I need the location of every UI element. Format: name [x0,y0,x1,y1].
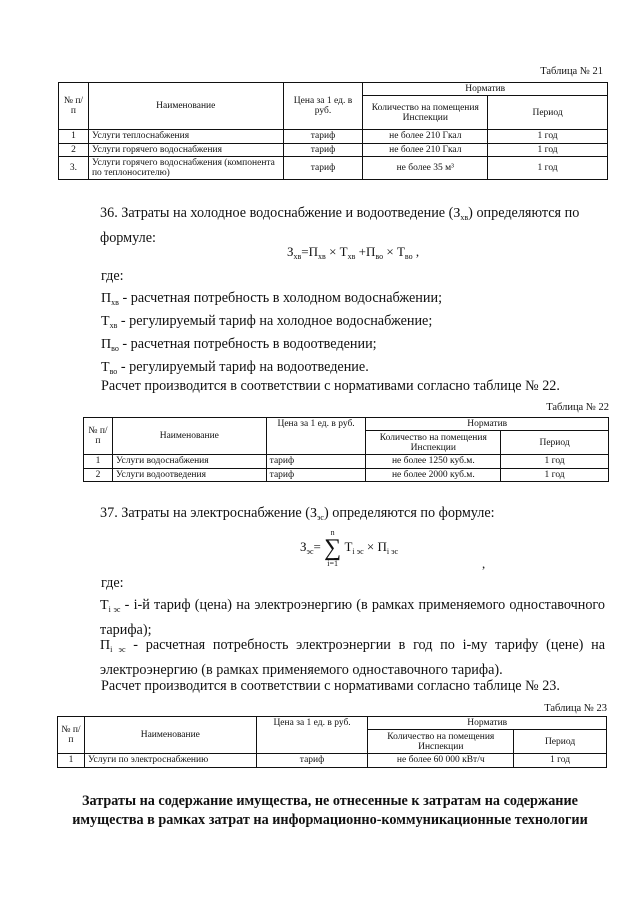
sum-lower-limit: i=1 [327,559,339,568]
formula-term: З [287,244,294,259]
formula-operator: = [313,538,321,554]
cell-qty: не более 210 Гкал [363,143,488,156]
header-price: Цена за 1 ед. в руб. [266,418,366,455]
formula-36 [287,244,419,261]
cell-price: тариф [256,754,368,767]
table-row [59,143,608,156]
where-label: где: [101,268,124,284]
cell-period: 1 год [514,754,607,767]
table-row [58,754,607,767]
intro-text: ) определяются по формуле: [323,505,495,521]
formula-tail: , [482,556,486,571]
header-num: № п/п [58,717,85,754]
symbol: З [453,206,461,221]
definition-line [101,334,377,359]
cell-period: 1 год [501,468,609,481]
definition-text: - i-й тариф (цена) на электроэнергию (в рамках применяемого одноставочного тарифа); [100,597,605,638]
symbol-subscript: во [111,344,119,353]
formula-term: П [308,244,319,259]
table-21 [58,82,608,180]
symbol-subscript: i эс [108,605,121,614]
cell-name: Услуги водоотведения [112,468,266,481]
formula-operator: × [366,538,375,554]
cell-period: 1 год [488,130,608,143]
symbol-subscript: эс [317,513,324,522]
cell-qty: не более 35 м³ [363,156,488,180]
table-22 [83,417,609,482]
symbol: Т [101,360,110,375]
cell-period: 1 год [488,156,608,180]
table-row [59,130,608,143]
symbol-subscript: хв [109,321,118,330]
symbol-subscript: хв [111,298,119,307]
section-heading: Затраты на содержание имущества, не отнесенные к затратам на содержание имущества в рамках затрат на информационно-коммуникационные технологии [72,793,588,828]
where-label: где: [101,575,124,591]
paragraph-36 [100,203,605,248]
formula-subscript: i эс [386,546,399,556]
cell-num: 3. [59,156,89,180]
cell-price: тариф [283,130,363,143]
header-period: Период [501,431,609,455]
definition-line [101,288,442,313]
header-qty: Количество на помещения Инспекции [363,96,488,130]
header-name: Наименование [88,83,283,130]
header-qty: Количество на помещения Инспекции [368,730,514,754]
cell-name: Услуги водоснабжения [112,455,266,468]
cell-num: 2 [84,468,113,481]
formula-term: П [377,538,387,554]
definition-paragraph [100,595,605,640]
header-qty: Количество на помещения Инспекции [366,431,501,455]
table-row [84,468,609,481]
table-caption: Таблица № 22 [546,402,609,413]
header-norm: Норматив [366,418,609,431]
formula-subscript: хв [318,252,326,261]
definition-text: - расчетная потребность в водоотведении; [118,336,377,352]
cell-price: тариф [283,156,363,180]
cell-price: тариф [266,468,366,481]
formula-subscript: во [404,252,413,261]
symbol: Т [101,314,110,329]
formula-term: П [365,244,376,259]
symbol: П [101,291,112,306]
symbol: З [309,506,317,521]
sum-sign [324,528,341,568]
header-norm: Норматив [363,83,608,96]
symbol-subscript: во [109,367,118,376]
header-name: Наименование [112,418,266,455]
formula-operator: = [301,244,309,259]
definition-line [101,311,432,336]
header-norm: Норматив [368,717,607,730]
cell-num: 1 [58,754,85,767]
formula-subscript: i эс [352,546,364,556]
cell-name: Услуги по электроснабжению [84,754,256,767]
cell-qty: не более 1250 куб.м. [366,455,501,468]
cell-qty: не более 60 000 кВт/ч [368,754,514,767]
cell-name: Услуги теплоснабжения [88,130,283,143]
definition-paragraph [100,635,605,680]
formula-37 [300,528,398,568]
cell-price: тариф [266,455,366,468]
formula-subscript: хв [293,252,302,261]
calc-note: Расчет производится в соответствии с нормативами согласно таблице № 23. [101,678,560,694]
header-num: № п/п [59,83,89,130]
formula-punctuation: , [415,244,420,259]
cell-period: 1 год [501,455,609,468]
cell-period: 1 год [488,143,608,156]
cell-price: тариф [283,143,363,156]
cell-qty: не более 2000 куб.м. [366,468,501,481]
table-row [84,455,609,468]
formula-subscript: во [375,252,384,261]
symbol: П [100,638,111,653]
formula-term: З [300,538,307,554]
formula-subscript: хв [347,252,356,261]
cell-name: Услуги горячего водоснабжения (компонента по теплоносителю) [88,156,283,180]
formula-term: Т [344,538,353,554]
intro-text: 37. Затраты на электроснабжение ( [100,505,310,521]
header-period: Период [488,96,608,130]
symbol: Т [100,598,109,613]
sum-upper-limit: n [330,528,335,537]
cell-qty: не более 210 Гкал [363,130,488,143]
definition-text: - расчетная потребность в холодном водоснабжении; [118,290,443,306]
formula-operator: + [358,244,366,259]
sigma-symbol: ∑ [324,535,342,561]
definition-text: - регулируемый тариф на холодное водоснабжение; [117,313,433,329]
paragraph-37 [100,503,605,528]
symbol-subscript: хв [460,213,469,222]
calc-note: Расчет производится в соответствии с нормативами согласно таблице № 22. [101,378,560,394]
header-price: Цена за 1 ед. в руб. [283,83,363,130]
table-row [59,156,608,180]
header-num: № п/п [84,418,113,455]
cell-num: 2 [59,143,89,156]
symbol-subscript: i эс [110,645,126,654]
table-caption: Таблица № 21 [540,66,603,77]
formula-term: Т [396,244,405,259]
definition-text: - регулируемый тариф на водоотведение. [117,359,369,375]
intro-text: ) определяются по формуле: [100,205,580,246]
header-period: Период [514,730,607,754]
header-price: Цена за 1 ед. в руб. [256,717,368,754]
intro-text: 36. Затраты на холодное водоснабжение и водоотведение ( [100,205,454,221]
formula-operator: × [386,244,394,259]
header-name: Наименование [84,717,256,754]
table-caption: Таблица № 23 [544,703,607,714]
cell-num: 1 [59,130,89,143]
formula-term: Т [339,244,348,259]
cell-name: Услуги горячего водоснабжения [88,143,283,156]
definition-text: - расчетная потребность электроэнергии в год по i-му тарифу (цене) на электроэнергию (в рамках применяемого одноставочного тарифа). [100,637,605,678]
formula-operator: × [329,244,337,259]
symbol: П [101,337,112,352]
formula-subscript: эс [306,546,314,556]
cell-num: 1 [84,455,113,468]
table-23 [57,716,607,768]
